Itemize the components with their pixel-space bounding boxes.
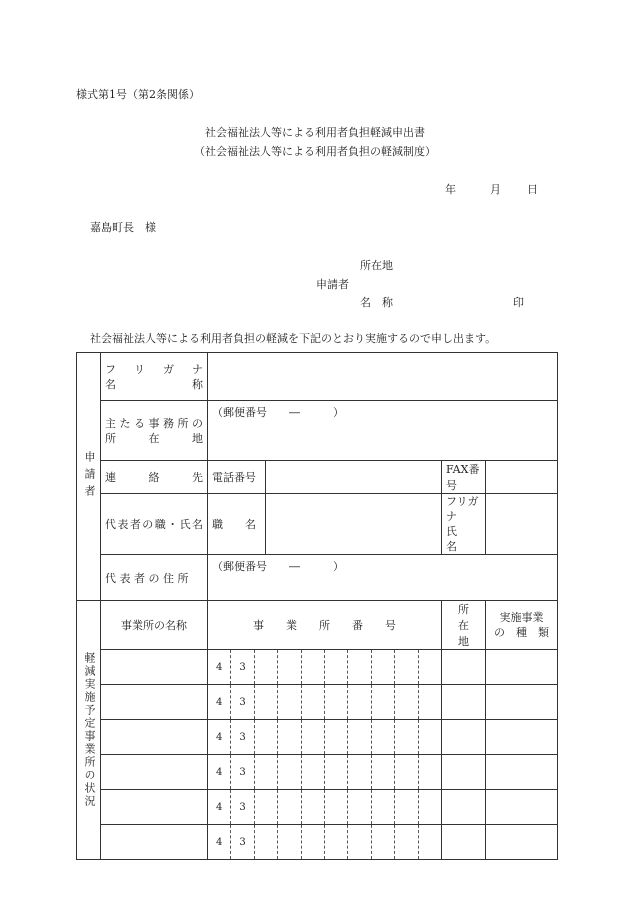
addressee: 嘉島町長 様 [90,221,156,234]
office-number-cell[interactable]: 4 3 [208,650,442,685]
office-number-cell[interactable]: 4 3 [208,790,442,825]
phone-label: 電話番号 [208,461,266,494]
furigana-name-label: フ リ ガ ナ 名 称 [101,353,208,401]
service-type-cell[interactable] [486,650,558,685]
phone-field[interactable] [266,461,442,494]
month-label: 月 [490,183,501,196]
rep-name-field[interactable] [486,494,558,555]
office-address-label: 主たる事務所の 所 在 地 [101,401,208,461]
service-type-cell[interactable] [486,825,558,860]
office-row [77,720,558,755]
office-row [77,755,558,790]
office-name-header: 事業所の名称 [101,601,208,650]
service-type-cell[interactable] [486,685,558,720]
office-address-field[interactable] [208,401,558,461]
position-label: 職 名 [208,494,266,555]
location-label: 所在地 [360,259,393,272]
office-status-section-label: 軽減実施予定事業所の状況 [77,601,101,860]
document-subtitle: （社会福祉法人等による利用者負担の軽減制度） [194,145,436,158]
office-name-cell[interactable] [101,755,208,790]
intro-text: 社会福祉法人等による利用者負担の軽減を下記のとおり実施するので申し出ます。 [90,332,497,345]
representative-label: 代表者の職・氏名 [101,494,208,555]
office-row [77,825,558,860]
rep-postal-code-label: （郵便番号 ― ） [212,560,344,573]
office-location-header: 所 在 地 [442,601,486,650]
office-number-cell[interactable]: 4 3 [208,825,442,860]
office-number-cell[interactable]: 4 3 [208,720,442,755]
corporation-name-field[interactable] [208,353,558,401]
office-location-cell[interactable] [442,720,486,755]
office-row [77,790,558,825]
day-label: 日 [527,183,538,196]
office-name-cell[interactable] [101,720,208,755]
rep-address-field[interactable] [208,555,558,601]
service-type-header: 実施事業 の 種 類 [486,601,558,650]
year-label: 年 [445,183,456,196]
office-location-cell[interactable] [442,825,486,860]
form-number: 様式第1号（第2条関係） [76,88,200,101]
rep-name-label: フリガナ 氏 名 [442,494,486,555]
office-name-cell[interactable] [101,825,208,860]
office-number-cell[interactable]: 4 3 [208,755,442,790]
application-table [76,352,558,860]
seal-mark: 印 [513,296,524,309]
office-name-cell[interactable] [101,650,208,685]
applicant-label: 申請者 [316,278,349,291]
fax-label: FAX番号 [442,461,486,494]
rep-address-label: 代 表 者 の 住 所 [101,555,208,601]
date-line [445,181,538,197]
contact-label: 連 絡 先 [101,461,208,494]
office-number-cell[interactable]: 4 3 [208,685,442,720]
fax-field[interactable] [486,461,558,494]
service-type-cell[interactable] [486,790,558,825]
document-title: 社会福祉法人等による利用者負担軽減申出書 [205,126,425,139]
service-type-cell[interactable] [486,720,558,755]
office-row [77,650,558,685]
office-location-cell[interactable] [442,755,486,790]
applicant-section-label: 申請者 [77,353,101,601]
office-row [77,685,558,720]
office-name-cell[interactable] [101,685,208,720]
service-type-cell[interactable] [486,755,558,790]
postal-code-label: （郵便番号 ― ） [212,406,344,419]
name-label: 名 称 [360,296,393,309]
office-location-cell[interactable] [442,650,486,685]
office-number-header: 事 業 所 番 号 [208,601,442,650]
position-field[interactable] [266,494,442,555]
office-name-cell[interactable] [101,790,208,825]
office-location-cell[interactable] [442,685,486,720]
office-location-cell[interactable] [442,790,486,825]
